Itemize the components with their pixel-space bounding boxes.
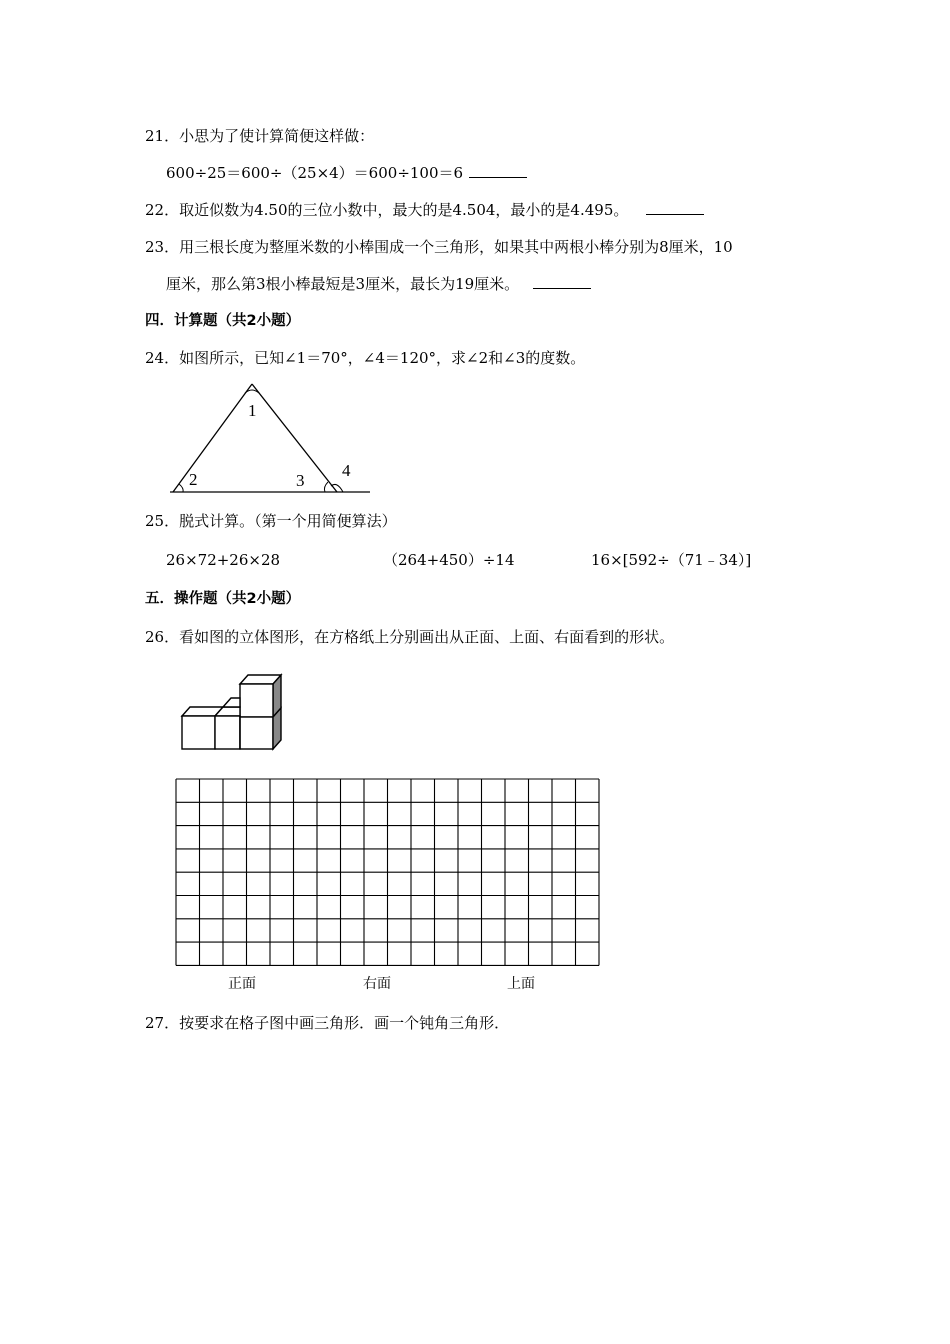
q23-text: 厘米，那么第3根小棒最短是3厘米，最长为19厘米。 [166, 275, 520, 293]
grid-label-right: 右面 [363, 976, 391, 992]
q26-text: 26．看如图的立体图形，在方格纸上分别画出从正面、上面、右面看到的形状。 [145, 628, 675, 646]
triangle-figure [165, 378, 375, 498]
grid-label-top: 上面 [507, 976, 535, 992]
q23-answer-blank [533, 274, 591, 289]
grid-lines [176, 779, 599, 965]
cube1-front [182, 716, 215, 749]
grid-label-front: 正面 [228, 976, 256, 992]
cube3-front [240, 717, 273, 749]
q25-expr-2: （264+450）÷14 [383, 551, 515, 569]
q27-text: 27．按要求在格子图中画三角形．画一个钝角三角形． [145, 1014, 510, 1032]
angle2-arc [179, 484, 183, 492]
cubes-figure [180, 670, 290, 752]
q24-text: 24．如图所示，已知∠1＝70°，∠4＝120°，求∠2和∠3的度数。 [145, 349, 586, 367]
triangle-right-side [252, 384, 337, 492]
q22-text: 22．取近似数为4.50的三位小数中，最大的是4.504，最小的是4.495。 [145, 201, 629, 219]
q25-text: 25．脱式计算。（第一个用简便算法） [145, 512, 397, 530]
q21-expression: 600÷25＝600÷（25×4）＝600÷100＝6 [166, 164, 464, 182]
q25-expr-3: 16×[592÷（71﹣34）] [591, 551, 752, 569]
angle-label-1: 1 [248, 401, 257, 420]
triangle-left-side [173, 384, 252, 492]
q21-line2 [166, 163, 527, 183]
q22-answer-blank [646, 200, 704, 215]
section4-title: 四．计算题（共2小题） [145, 313, 301, 329]
angle-label-4: 4 [342, 461, 351, 480]
angle3-arc [324, 482, 328, 492]
q22-line [145, 200, 704, 220]
section5-title: 五．操作题（共2小题） [145, 591, 301, 607]
angle-label-3: 3 [296, 471, 305, 490]
cube2-top-back [223, 698, 240, 707]
cube2-front [215, 716, 240, 749]
q21-line1: 21．小思为了使计算简便这样做： [145, 127, 375, 145]
angle-label-2: 2 [189, 470, 198, 489]
angle4-arc [331, 484, 343, 492]
q25-expr-1: 26×72+26×28 [166, 551, 281, 569]
top-cube-front [240, 684, 273, 717]
q23-line1: 23．用三根长度为整厘米数的小棒围成一个三角形，如果其中两根小棒分别为8厘米，10 [145, 238, 733, 256]
q21-answer-blank [469, 163, 527, 178]
answer-grid [172, 775, 604, 999]
q23-line2 [166, 274, 591, 294]
